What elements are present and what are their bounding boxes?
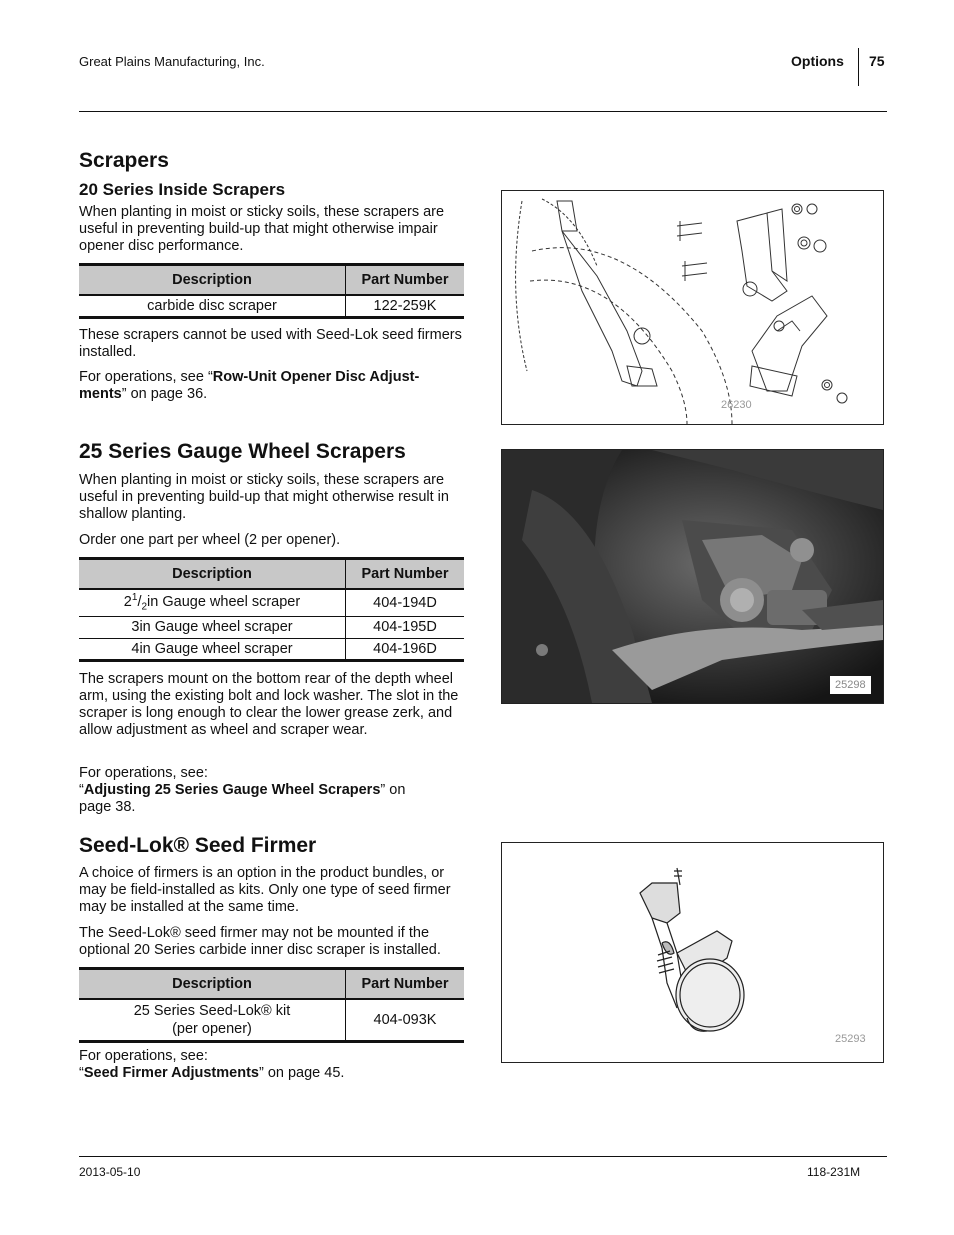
header-page-number: 75 [869,53,885,69]
gauge-scrapers-operations: “Adjusting 25 Series Gauge Wheel Scrapers” on page 38. [79,782,406,815]
gauge-scrapers-table [79,557,464,662]
inside-scrapers-operations: For operations, see “Row-Unit Opener Disc Adjust-ments” on page 36. [79,369,420,402]
gauge-scraper-photo-image [502,450,883,703]
table-header-part-number: Part Number [346,969,465,1000]
inside-scrapers-note: These scrapers cannot be used with Seed-Lok seed firmers installed. [79,327,462,360]
table-cell-description: 3in Gauge wheel scraper [79,616,346,638]
seed-firmer-note: The Seed-Lok® seed firmer may not be mounted if the optional 20 Series carbide inner disc scraper is installed. [79,925,441,958]
table-row [79,638,464,660]
footer-rule [79,1156,887,1157]
table-cell-part-number: 404-194D [346,589,465,616]
table-cell-description: carbide disc scraper [79,295,346,317]
table-header-description: Description [79,265,346,296]
inside-scrapers-intro: When planting in moist or sticky soils, these scrapers are useful in preventing build-up that might otherwise impair opener disc performance. [79,204,445,254]
seed-firmer-figure [501,842,884,1063]
inside-scrapers-title: 20 Series Inside Scrapers [79,180,286,199]
header-separator [858,48,859,86]
gauge-scrapers-operations-intro: For operations, see: [79,765,208,781]
operations-reference-link[interactable]: Adjusting 25 Series Gauge Wheel Scrapers [83,782,381,798]
table-cell-part-number: 404-196D [346,638,465,660]
table-cell-description: $2^1/_2in$ Gauge wheel scraper [79,589,346,616]
header-section: Options [791,53,844,69]
table-header-description: Description [79,559,346,590]
seed-firmer-table [79,967,464,1043]
figure-number: 25293 [835,1033,866,1045]
gauge-scrapers-order: Order one part per wheel (2 per opener). [79,532,341,548]
table-cell-description: 25 Series Seed-Lok® kit (per opener) [79,999,346,1041]
gauge-scraper-photo [501,449,884,704]
seed-firmer-line-drawing [502,843,883,1062]
table-cell-part-number: 122-259K [346,295,465,317]
footer-date: 2013-05-10 [79,1165,141,1179]
table-cell-part-number: 404-195D [346,616,465,638]
figure-number: 26230 [721,399,752,411]
figure-number: 25298 [830,676,871,694]
gauge-scrapers-mounting: The scrapers mount on the bottom rear of the depth wheel arm, using the existing bolt and lock washer. The slot in the scraper is long enough to clear the lower grease zerk, and allow adjustment as wheel and scraper wear. [79,671,459,738]
footer-doc-number: 118-231M [807,1165,861,1179]
seed-firmer-operations: “Seed Firmer Adjustments” on page 45. [79,1065,345,1081]
table-row [79,999,464,1041]
header-rule [79,111,887,112]
table-header-part-number: Part Number [346,559,465,590]
gauge-scrapers-title: 25 Series Gauge Wheel Scrapers [79,440,406,463]
table-cell-description: 4in Gauge wheel scraper [79,638,346,660]
scrapers-title: Scrapers [79,149,169,172]
table-cell-part-number: 404-093K [346,999,465,1041]
scraper-line-drawing [502,191,883,424]
table-header-part-number: Part Number [346,265,465,296]
table-row [79,295,464,317]
gauge-scrapers-intro: When planting in moist or sticky soils, these scrapers are useful in preventing build-up that might otherwise result in shallow planting. [79,472,449,522]
operations-reference-link[interactable]: Row-Unit Opener Disc Adjust-ments [79,369,420,402]
table-header-description: Description [79,969,346,1000]
seed-firmer-title: Seed-Lok® Seed Firmer [79,834,317,857]
inside-scrapers-table [79,263,464,319]
table-row [79,589,464,616]
inside-scraper-figure [501,190,884,425]
table-row [79,616,464,638]
operations-reference-link[interactable]: Seed Firmer Adjustments [83,1065,259,1081]
seed-firmer-operations-intro: For operations, see: [79,1048,208,1064]
seed-firmer-intro: A choice of firmers is an option in the product bundles, or may be field-installed as kits. Only one type of seed firmer may be installed at the same time. [79,865,451,915]
header-company: Great Plains Manufacturing, Inc. [79,54,265,69]
